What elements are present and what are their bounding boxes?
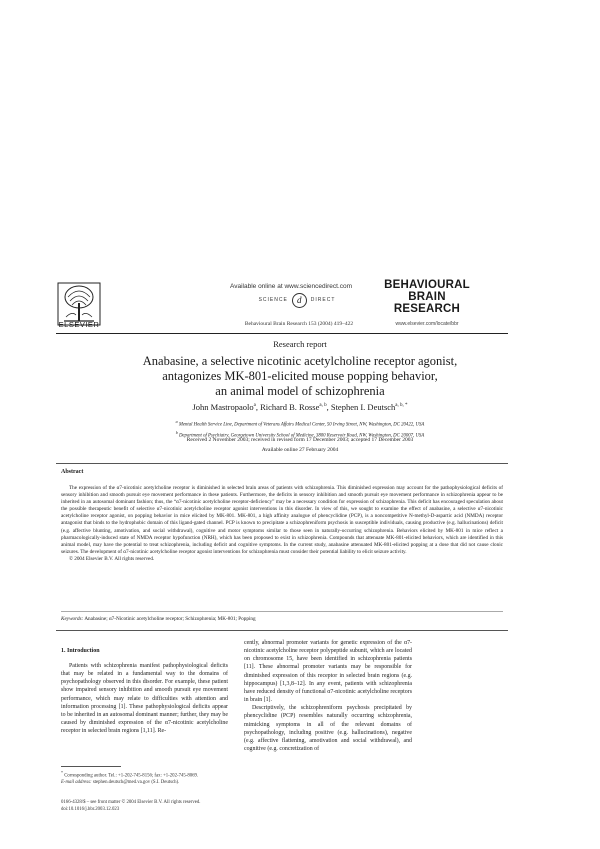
title-line-3: an animal model of schizophrenia	[215, 384, 385, 398]
keywords-divider	[61, 611, 503, 612]
author-name[interactable]: Stephen I. Deutsch	[330, 402, 396, 412]
affiliation-a: $^a$ Mental Health Service Line, Department of Veterans Affairs Medical Center, 50 Irving Street, NW, Washington, DC 20422, USA	[175, 419, 425, 428]
section-heading: 1. Introduction	[61, 648, 100, 654]
author-affil-sup: a, b, *	[395, 403, 408, 409]
abstract-top-divider	[56, 463, 508, 464]
doi-link[interactable]: doi:10.1016/j.bbr.2003.12.023	[61, 806, 120, 812]
intro-paragraph-2: Descriptively, the schizophreniform psychosis precipitated by phencyclidine (PCP) resembles naturally occurring schizophrenia, mimicking symptoms in all of the relevant domains of psychopathology, including positive (e.g. hallucinations), negative (e.g. affective flattening, amotivation and social withdrawal), and cognitive (e.g. concretization of	[244, 705, 412, 753]
author-affil-sup: a, b	[319, 403, 327, 409]
sciencedirect-left-text: SCIENCE	[258, 297, 288, 303]
journal-url[interactable]: www.elsevier.com/locate/bbr	[395, 321, 459, 327]
sciencedirect-right-text: DIRECT	[310, 297, 336, 303]
corresponding-author-footnote	[61, 770, 231, 786]
abstract-copyright: © 2004 Elsevier B.V. All rights reserved.	[69, 555, 155, 562]
journal-name-line-2: BRAIN	[408, 291, 446, 303]
author-name[interactable]: Richard B. Rosse	[260, 402, 320, 412]
journal-reference: Behavioural Brain Research 153 (2004) 419–422	[244, 321, 354, 327]
author-name[interactable]: John Mastropaolo	[192, 402, 254, 412]
online-date: Available online 27 February 2004	[261, 447, 339, 453]
title-line-2: antagonizes MK-801-elicited mouse popping behavior,	[162, 369, 438, 383]
title-line-1: Anabasine, a selective nicotinic acetylcholine receptor agonist,	[142, 354, 458, 368]
journal-name-line-1: BEHAVIOURAL	[384, 279, 470, 291]
publisher-name: ELSEVIER	[58, 320, 100, 329]
footnote-divider	[61, 766, 121, 767]
email-label: E-mail address:	[61, 779, 92, 785]
email-link[interactable]: stephen.deutsch@med.va.gov (S.I. Deutsch).	[92, 779, 180, 785]
abstract-body	[61, 485, 503, 563]
keywords-list: Anabasine; α7-Nicotinic acetylcholine receptor; Schizophrenia; MK-801; Popping	[84, 616, 256, 622]
footnote-marker: *	[61, 770, 63, 775]
sciencedirect-d-icon: d	[292, 293, 307, 308]
left-column	[61, 662, 228, 735]
history-dates: Received 2 November 2003; received in revised form 17 December 2003; accepted 17 December 2003	[186, 437, 414, 443]
author-affil-sup: a	[253, 403, 256, 409]
keywords	[61, 616, 503, 622]
intro-paragraph-1: Patients with schizophrenia manifest pathophysiological deficits that may be related in a fundamental way to the domains of psychopathology observed in this disorder. For example, these patient show impaired sensory inhibition and smooth pursuit eye movement performance, which may relate to difficulties with attention and information processing [1]. These pathophysiological deficits appear to be inherited in an autosomal dominant manner; further, they may be caused by diminished expression of the α7-nicotinic acetylcholine receptor in selected brain regions [1,11]. Re-	[61, 663, 228, 735]
journal-name-line-3: RESEARCH	[393, 303, 461, 315]
issn-line: 0166-4328/$ – see front matter © 2004 Elsevier B.V. All rights reserved.	[61, 800, 201, 805]
front-matter-copyright	[61, 800, 261, 813]
abstract-bottom-divider	[56, 630, 508, 631]
article-type: Research report	[273, 339, 327, 349]
footnote-contact: Corresponding author. Tel.: +1-202-745-8156; fax: +1-202-745-8069.	[64, 773, 199, 779]
header-divider	[56, 333, 508, 334]
abstract-text: The expression of the α7-nicotinic acetylcholine receptor is diminished in selected brain areas of patients with schizophrenia. This diminished expression may account for the pathophysiological deficits of sensory inhibition and smooth pursuit eye movement performance in these patients. Furthermore, the deficits in sensory inhibition and smooth pursuit eye movement performance in schizophrenia appear to be inherited in an autosomal dominant fashion; thus, the “α7-nicotinic acetylcholine receptor-deficiency” may be a necessary condition for expression of schizophrenia. This deficit has encouraged speculation about the possible therapeutic benefit of selective α7-nicotinic acetylcholine receptor agonist interventions in this disorder. In view of this, we sought to examine the effect of anabasine, a selective α7-nicotinic acetylcholine receptor agonist, on popping behavior in mice elicited by MK-801. MK-801, a high affinity analogue of phencyclidine (PCP), is a noncompetitive N-methyl-D-aspartic acid (NMDA) receptor antagonist that binds to the hydrophobic domain of this ligand-gated channel. PCP is known to precipitate a schizophreniform psychosis in susceptible individuals, causing productive (e.g. hallucinations) deficit (e.g. affective blunting, amotivation, and social withdrawal), cognitive and motor symptoms similar to those seen in naturally-occurring schizophrenia. Behaviors elicited by MK-801 in mice reflect a pharmacologically-induced state of NMDA receptor hypofunction (NRH), which has been proposed to exist in schizophrenia. Compounds that attenuate MK-801-elicited behaviors, which are identified in this animal model, may have the potential to treat schizophrenia, including deficit and cognitive symptoms. In the current study, anabasine attenuated MK-801-elicited popping at a dose that did not cause clonic seizures. The development of α7-nicotinic acetylcholine receptor agonist interventions for schizophrenia must consider their potential liability to elicit seizure activity.	[61, 485, 503, 555]
affiliation-b: $^b$ Department of Psychiatry, Georgetown University School of Medicine, 3800 Reservoir Road, NW, Washington, DC 20007, USA	[175, 429, 425, 439]
journal-masthead	[352, 279, 502, 315]
article-title	[80, 354, 520, 399]
author-list: John Mastropaolo$^a$, Richard B. Rosse$^{a, b}$, Stephen I. Deutsch$^{a, b, *}$	[192, 402, 408, 412]
abstract-heading: Abstract	[61, 469, 84, 475]
available-online-link[interactable]: Available online at www.sciencedirect.com	[230, 283, 352, 290]
affiliations	[70, 418, 530, 439]
keywords-label: Keywords:	[61, 616, 84, 622]
right-column	[244, 639, 412, 753]
intro-paragraph-1-cont: cently, abnormal promoter variants for genetic expression of the α7-nicotinic acetylcholine receptor polypeptide subunit, which are located on chromosome 15, have been identified in schizophrenia patients [11]. These abnormal promoter variants may be responsible for diminished expression of this receptor in selected brain regions (e.g. hippocampus) [1,3,8–12]. In any event, patients with schizophrenia have reduced density of functional α7-nicotinic acetylcholine receptors in brain [1].	[244, 640, 412, 704]
